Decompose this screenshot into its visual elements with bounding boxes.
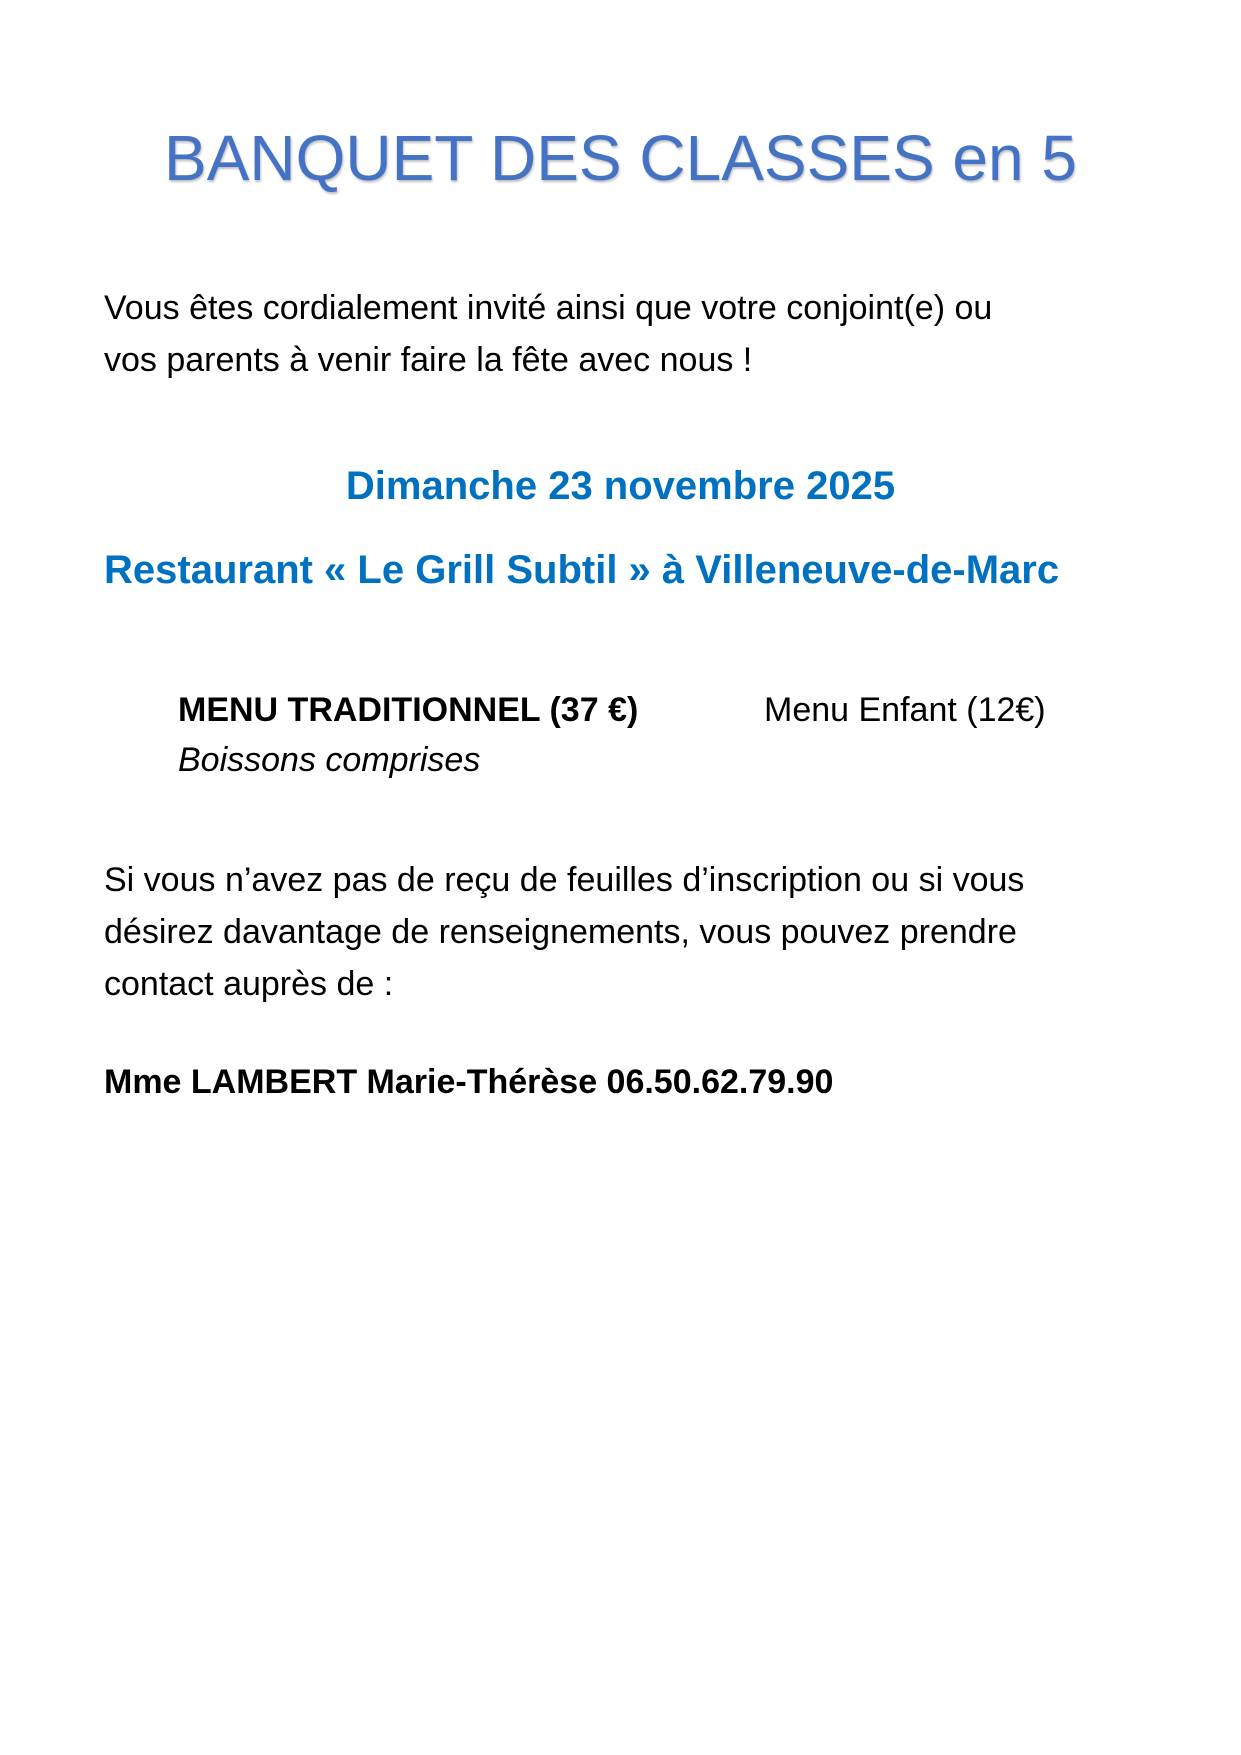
contact-line: contact auprès de : xyxy=(104,965,394,1003)
contact-line: désirez davantage de renseignements, vous pouvez prendre xyxy=(104,913,1017,951)
contact-paragraph xyxy=(104,854,1184,1010)
invitation-line: Vous êtes cordialement invité ainsi que votre conjoint(e) ou xyxy=(104,289,993,327)
invitation-line: vos parents à venir faire la fête avec nous ! xyxy=(104,341,753,379)
invitation-paragraph xyxy=(104,282,1154,386)
menu-traditional: MENU TRADITIONNEL (37 €) xyxy=(178,691,639,729)
contact-line: Si vous n’avez pas de reçu de feuilles d’inscription ou si vous xyxy=(104,861,1025,899)
contact-person: Mme LAMBERT Marie-Thérèse 06.50.62.79.90 xyxy=(104,1063,834,1101)
drinks-note: Boissons comprises xyxy=(178,741,481,779)
event-date: Dimanche 23 novembre 2025 xyxy=(345,464,896,508)
page-title: BANQUET DES CLASSES en 5 xyxy=(164,122,1077,194)
menu-children: Menu Enfant (12€) xyxy=(764,691,1046,729)
event-venue: Restaurant « Le Grill Subtil » à Villeneuve-de-Marc xyxy=(104,548,1060,592)
